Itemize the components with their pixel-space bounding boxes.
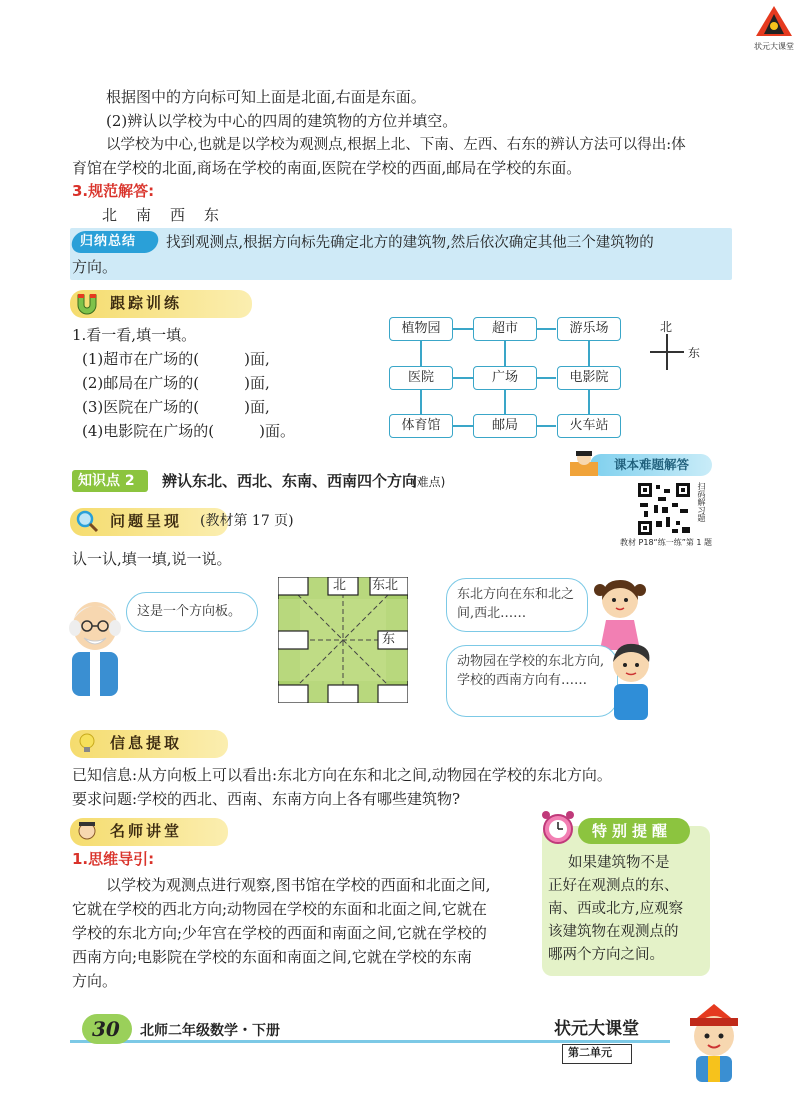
magnifier-icon — [74, 509, 100, 533]
info-ask: 要求问题:学校的西北、西南、东南方向上各有哪些建筑物? — [72, 790, 461, 808]
tip-line-2: 正好在观测点的东、 — [548, 878, 679, 894]
teacher-head-icon — [74, 819, 100, 843]
qr-code-icon[interactable] — [636, 481, 692, 537]
summary-tag-label: 归纳总结 — [80, 234, 137, 249]
tip-line-4: 该建筑物在观测点的 — [548, 924, 679, 940]
qr-side-text: 扫码解习题 — [697, 482, 706, 522]
problem-ref: (教材第 17 页) — [200, 513, 294, 529]
tip-title: 特别提醒 — [592, 822, 673, 840]
logo-triangle-icon — [752, 4, 796, 38]
lecture-line-2: 它就在学校的西北方向;动物园在学校的东面和北面之间,它就在 — [72, 900, 487, 918]
practice-item-2: (2)邮局在广场的( )面, — [82, 374, 270, 392]
footer-book-title: 北师二年级数学・下册 — [140, 1023, 280, 1039]
kp2-note: (难点) — [412, 475, 446, 489]
mascot-icon — [678, 1000, 750, 1084]
board-label-northeast: 东北 — [372, 578, 399, 593]
tip-line-3: 南、西或北方,应观察 — [548, 901, 684, 917]
practice-question: 1.看一看,填一填。 — [72, 326, 197, 344]
compass-north: 北 — [660, 320, 673, 334]
footer-rule — [70, 1040, 670, 1043]
map-box-gym: 体育馆 — [389, 414, 453, 438]
solution-line-3: 以学校为中心,也就是以学校为观测点,根据上北、下南、左西、右东的辨认方法可以得出:体 — [106, 137, 686, 153]
page-number: 30 — [92, 1017, 120, 1041]
practice-item-4: (4)电影院在广场的( )面。 — [82, 422, 295, 440]
practice-item-1: (1)超市在广场的( )面, — [82, 350, 270, 368]
bubble-girl-text: 东北方向在东和北之间,西北…… — [457, 587, 575, 621]
bubble-boy — [446, 645, 618, 717]
tip-line-5: 哪两个方向之间。 — [548, 947, 664, 963]
footer-brand: 状元大课堂 — [554, 1019, 639, 1039]
bubble-teacher-text: 这是一个方向板。 — [137, 604, 242, 619]
info-banner — [70, 730, 228, 758]
map-box-botanical: 植物园 — [389, 317, 453, 341]
info-known: 已知信息:从方向板上可以看出:东北方向在东和北之间,动物园在学校的东北方向。 — [72, 766, 612, 784]
teacher-figure-icon — [60, 592, 130, 702]
book-reader-icon — [566, 448, 602, 478]
solution-line-1: 根据图中的方向标可知上面是北面,右面是东面。 — [106, 88, 426, 106]
map-box-square: 广场 — [473, 366, 537, 390]
logo-text: 状元大课堂 — [754, 42, 794, 51]
footer-unit: 第二单元 — [568, 1046, 612, 1059]
publisher-logo — [752, 4, 796, 51]
magnet-icon — [74, 291, 100, 315]
boy-figure-icon — [602, 640, 660, 726]
tip-line-1: 如果建筑物不是 — [568, 855, 670, 871]
lecture-line-5: 方向。 — [72, 972, 118, 990]
lecture-line-1: 以学校为观测点进行观察,图书馆在学校的西面和北面之间, — [106, 876, 491, 894]
qr-banner-label: 课本难题解答 — [614, 457, 690, 472]
bubble-boy-text: 动物园在学校的东北方向,学校的西南方向有…… — [457, 654, 605, 688]
practice-title: 跟踪训练 — [110, 294, 183, 312]
compass — [646, 318, 706, 378]
board-label-east: 东 — [382, 632, 396, 647]
solution-heading-3: 3.规范解答: — [72, 182, 155, 200]
info-title: 信息提取 — [110, 734, 183, 752]
practice-banner — [70, 290, 252, 318]
solution-line-2: (2)辨认以学校为中心的四周的建筑物的方位并填空。 — [106, 112, 458, 130]
lecture-line-4: 西南方向;电影院在学校的东面和南面之间,它就在学校的东南 — [72, 948, 472, 966]
lecture-heading: 1.思维导引: — [72, 850, 155, 868]
map-box-hospital: 医院 — [389, 366, 453, 390]
kp2-title: 辨认东北、西北、东南、西南四个方向 — [162, 472, 418, 490]
board-label-north: 北 — [333, 578, 347, 593]
lecture-line-3: 学校的东北方向;少年宫在学校的西面和南面之间,它就在学校的 — [72, 924, 487, 942]
solution-answer: 北 南 西 东 — [102, 206, 222, 224]
problem-prompt: 认一认,填一填,说一说。 — [72, 550, 232, 568]
bubble-teacher — [126, 592, 258, 632]
map-box-amusement: 游乐场 — [557, 317, 621, 341]
map-box-post: 邮局 — [473, 414, 537, 438]
map-box-supermarket: 超市 — [473, 317, 537, 341]
qr-caption: 教材 P18“练一练”第 1 题 — [620, 538, 713, 547]
problem-title: 问题呈现 — [110, 512, 183, 530]
compass-east: 东 — [688, 346, 701, 360]
summary-line-2: 方向。 — [72, 258, 118, 276]
practice-item-3: (3)医院在广场的( )面, — [82, 398, 270, 416]
alarm-clock-icon — [538, 808, 578, 846]
lightbulb-icon — [74, 731, 100, 755]
lecture-title: 名师讲堂 — [110, 822, 183, 840]
summary-line-1: 找到观测点,根据方向标先确定北方的建筑物,然后依次确定其他三个建筑物的 — [166, 235, 654, 251]
bubble-girl — [446, 578, 588, 632]
solution-line-4: 育馆在学校的北面,商场在学校的南面,医院在学校的西面,邮局在学校的东面。 — [72, 159, 582, 177]
kp2-tag: 知识点 2 — [78, 473, 135, 489]
lecture-banner — [70, 818, 228, 846]
map-box-station: 火车站 — [557, 414, 621, 438]
map-box-cinema: 电影院 — [557, 366, 621, 390]
